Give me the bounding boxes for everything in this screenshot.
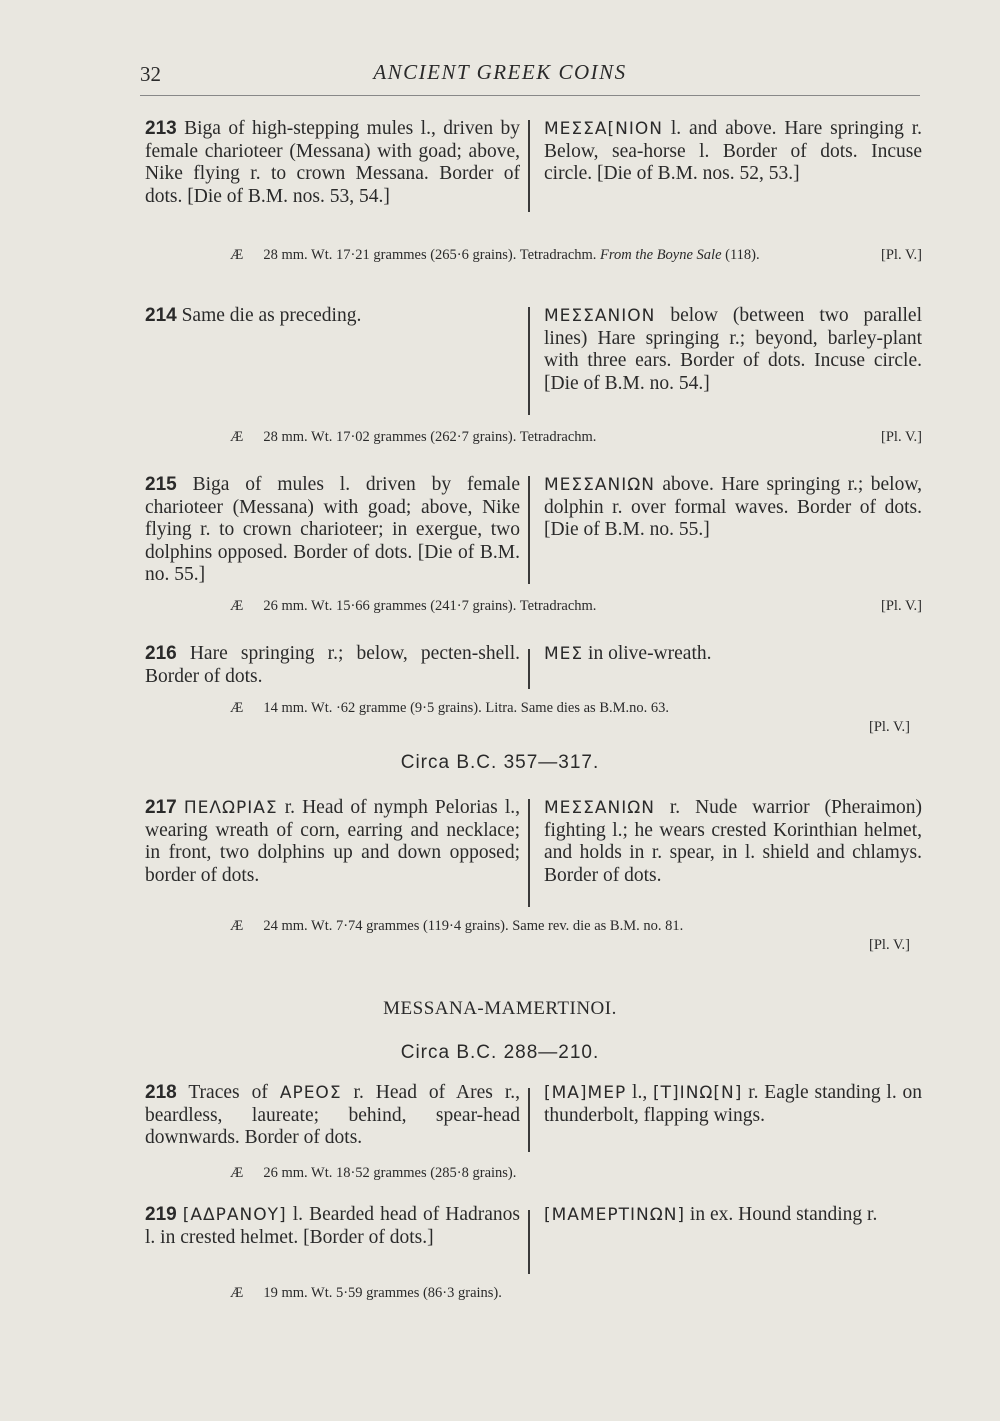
reverse-legend: [ΜΑΜΕΡΤΙΝΩΝ] [544,1205,686,1225]
entry-number: 215 [145,474,177,495]
obverse-description: 213 Biga of high-stepping mules l., driven by female charioteer (Messana) with goad; above, Nike flying r. to crown Messana. Border of dots. [Die of B.M. nos. 53, 54.] [145,118,520,207]
reverse-legend: ΜΕΣ [544,644,584,664]
obverse-description: 215 Biga of mules l. driven by female charioteer (Messana) with goad; above, Nike flying r. to crown charioteer; in exergue, two dolphins opposed. Border of dots. [Die of B.M. no. 55.] [145,474,520,585]
reverse-description: [ΜΑ]ΜΕΡ l., [Τ]ΙΝΩ[Ν] r. Eagle standing l. on thunderbolt, flapping wings. [544,1082,922,1126]
reverse-legend: ΜΕΣΣΑΝΙΩΝ [544,475,655,495]
coin-metadata: Æ 19 mm. Wt. 5·59 grammes (86·3 grains). [230,1285,502,1301]
coin-entry-216 [140,643,925,743]
obverse-description: 214 Same die as preceding. [145,305,362,326]
obverse-description: 219 [ΑΔΡΑΝΟΥ] l. Bearded head of Hadranos l. in crested helmet. [Border of dots.] [145,1204,520,1248]
column-divider [528,1088,530,1152]
column-divider [528,120,530,212]
obverse-description: 217 ΠΕΛΩΡΙΑΣ r. Head of nymph Pelorias l., wearing wreath of corn, earring and necklace; in front, two dolphins up and down opposed; border of dots. [145,797,521,886]
reverse-description: [ΜΑΜΕΡΤΙΝΩΝ] in ex. Hound standing r. [544,1204,878,1225]
column-divider [528,1210,530,1274]
plate-reference: [Pl. V.] [881,247,922,263]
obverse-legend: ΑΡΕΟΣ [279,1083,342,1103]
plate-reference: [Pl. V.] [881,598,922,614]
reverse-description: ΜΕΣΣΑΝΙΟΝ below (between two parallel lines) Hare springing r.; beyond, barley-plant with three ears. Border of dots. Incuse circle. [Die of B.M. no. 54.] [544,305,922,394]
column-divider [528,649,530,689]
plate-reference: [Pl. V.] [881,429,922,445]
reverse-legend-2: [Τ]ΙΝΩ[Ν] [653,1083,743,1103]
reverse-legend: ΜΕΣΣΑΝΙΟΝ [544,306,656,326]
obverse-legend: ΠΕΛΩΡΙΑΣ [183,798,278,818]
plate-reference: [Pl. V.] [869,937,910,953]
entry-number: 216 [145,643,177,664]
column-divider [528,476,530,584]
entry-number: 214 [145,305,177,326]
section-heading-mint: MESSANA-MAMERTINOI. [383,998,617,1019]
section-heading-date: Circa B.C. 288—210. [400,1042,600,1063]
entry-number: 213 [145,118,177,139]
reverse-description: ΜΕΣΣΑ[ΝΙΟΝ l. and above. Hare springing r. Below, sea-horse l. Border of dots. Incuse circle. [Die of B.M. nos. 52, 53.] [544,118,923,184]
page-number: 32 [140,62,161,86]
reverse-description: ΜΕΣΣΑΝΙΩΝ r. Nude warrior (Pheraimon) fighting l.; he wears crested Korinthian helmet, and holds in r. spear, in l. shield and chlamys. Border of dots. [544,797,923,886]
reverse-legend: ΜΕΣΣΑΝΙΩΝ [544,798,655,818]
reverse-legend: ΜΕΣΣΑ[ΝΙΟΝ [544,119,663,139]
reverse-description: ΜΕΣ in olive-wreath. [544,643,712,664]
reverse-legend: [ΜΑ]ΜΕΡ [544,1083,627,1103]
coin-metadata: Æ 26 mm. Wt. 18·52 grammes (285·8 grains). [230,1165,517,1181]
entry-number: 219 [145,1204,177,1225]
coin-entry-217 [140,797,925,967]
header-rule [140,95,920,96]
coin-entry-213 [140,118,925,273]
coin-metadata: Æ 28 mm. Wt. 17·02 grammes (262·7 grains). Tetradrachm. [Pl. V.] [230,429,922,445]
coin-metadata: Æ 14 mm. Wt. ·62 gramme (9·5 grains). Litra. Same dies as B.M.no. 63. [Pl. V.] [230,700,910,735]
coin-metadata: Æ 26 mm. Wt. 15·66 grammes (241·7 grains). Tetradrachm. [Pl. V.] [230,598,922,614]
column-divider [528,799,530,907]
coin-entry-218 [140,1082,925,1192]
entry-number: 217 [145,797,177,818]
coin-entry-214 [140,305,925,450]
section-heading-date: Circa B.C. 357—317. [400,752,600,773]
coin-entry-215 [140,474,925,619]
coin-entry-219 [140,1204,925,1314]
coin-metadata: Æ 28 mm. Wt. 17·21 grammes (265·6 grains). Tetradrachm. From the Boyne Sale (118). [Pl. V.] [230,247,922,263]
obverse-description: 216 Hare springing r.; below, pecten-shell. Border of dots. [145,643,521,687]
column-divider [528,307,530,415]
obverse-description: 218 Traces of ΑΡΕΟΣ r. Head of Ares r., beardless, laureate; behind, spear-head downwards. Border of dots. [145,1082,521,1148]
entry-number: 218 [145,1082,177,1103]
plate-reference: [Pl. V.] [869,719,910,735]
coin-metadata: Æ 24 mm. Wt. 7·74 grammes (119·4 grains). Same rev. die as B.M. no. 81. [Pl. V.] [230,918,910,953]
running-title: ANCIENT GREEK COINS [373,60,627,84]
reverse-description: ΜΕΣΣΑΝΙΩΝ above. Hare springing r.; below, dolphin r. over formal waves. Border of dots. [Die of B.M. no. 55.] [544,474,923,540]
obverse-legend: [ΑΔΡΑΝΟΥ] [182,1205,287,1225]
